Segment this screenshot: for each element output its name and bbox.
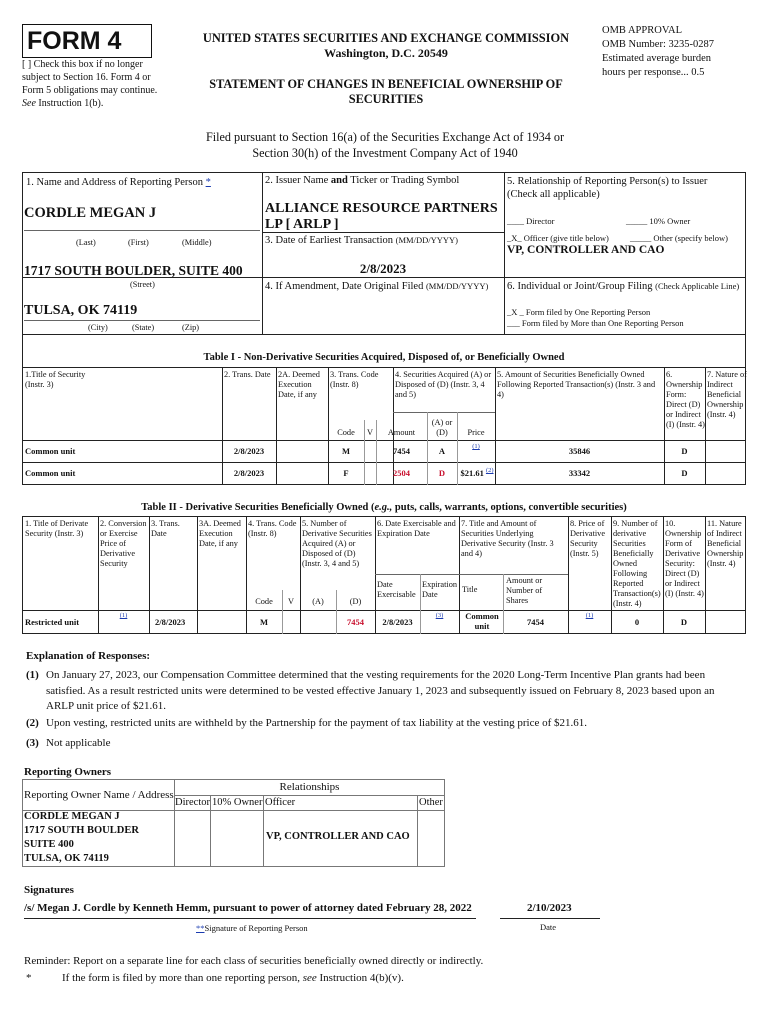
omb-burden: Estimated average burden: [602, 53, 712, 64]
t1-h6: 6. Ownership Form: Direct (D) or Indirect (I) (Instr. 4): [666, 370, 705, 429]
t1-sub-price: Price: [467, 428, 485, 437]
t1-sub-amount: Amount: [387, 428, 416, 437]
t2-h6: 6. Date Exercisable and Expiration Date: [377, 519, 456, 538]
street-label: (Street): [130, 280, 155, 289]
t2-h4: 4. Trans. Code (Instr. 8): [248, 519, 297, 538]
ro-owner-line-3: SUITE 400: [24, 839, 74, 850]
signatures-heading: Signatures: [24, 884, 74, 896]
t2-h3a: 3A. Deemed Execution Date, if any: [199, 519, 241, 548]
ten-pct-option: _____ 10% Owner: [626, 216, 691, 226]
street-address: 1717 SOUTH BOULDER, SUITE 400: [24, 263, 243, 278]
agency-location: Washington, D.C. 20549: [324, 46, 448, 60]
t1-sub-aord: (A) or (D): [431, 418, 453, 437]
box5-label-2: (Check all applicable): [507, 189, 600, 200]
date-label: Date: [540, 922, 557, 932]
state-label: (State): [132, 323, 155, 332]
note-2-text: Upon vesting, restricted units are withheld by the Partnership for the payment of tax liability at the vesting price of $21.61.: [46, 717, 588, 729]
officer-title: VP, CONTROLLER AND CAO: [507, 244, 665, 256]
star-note-post: Instruction 4(b)(v).: [316, 972, 404, 984]
t2-r-owned: 0: [634, 617, 640, 627]
t1-h5: 5. Amount of Securities Beneficially Owned Following Reported Transaction(s) (Instr. 3 and 4): [497, 370, 656, 399]
t2-sub-exp: Expiration Date: [422, 580, 458, 599]
director-option: ____ Director: [507, 216, 555, 226]
ro-owner-line-2: 1717 SOUTH BOULDER: [24, 825, 139, 836]
ro-col-other: Other: [419, 797, 443, 808]
signature-text: /s/ Megan J. Cordle by Kenneth Hemm, pursuant to power of attorney dated February 28, 2022: [24, 902, 472, 914]
t2-r-exp-footnote[interactable]: (3): [435, 612, 444, 620]
t1-r2-price: [457, 468, 497, 478]
t1-row-2: [22, 463, 746, 485]
box4-format: (MM/DD/YYYY): [425, 281, 489, 291]
t2-sub-a: (A): [312, 597, 324, 606]
note-2-num: (2): [26, 717, 39, 729]
t1-r2-form: D: [681, 468, 688, 478]
note-1-text: On January 27, 2023, our Compensation Committee determined that the vesting requirements for the 2020 Long-Term Incentive Plan grants had been satisfied. As a result restricted units were determined to be vested effective January 1, 2023 and subsequently issued on February 8, 2023 based upon an ARLP unit price of $21.61.: [46, 669, 715, 712]
t2-sub-title: Title: [462, 585, 478, 594]
t2-r-title: Restricted unit: [25, 617, 80, 627]
t2-r-und-title: Common unit: [465, 611, 499, 631]
omb-number: OMB Number: 3235-0287: [602, 39, 714, 50]
box6-label-text: 6. Individual or Joint/Group Filing: [507, 281, 653, 292]
t2-h9: 9. Number of derivative Securities Beneficially Owned Following Reported Transaction(s) (Instr. 4): [613, 519, 661, 608]
filed-pursuant-line-1: Filed pursuant to Section 16(a) of the Securities Exchange Act of 1934 or: [205, 130, 565, 144]
t1-r2-price-footnote[interactable]: (2): [485, 467, 494, 475]
t1-h7: 7. Nature of Indirect Beneficial Ownership (Instr. 4): [707, 370, 747, 419]
agency-name: UNITED STATES SECURITIES AND EXCHANGE COMMISSION: [202, 31, 570, 45]
form-title: FORM 4: [27, 27, 122, 55]
footer-star: *: [26, 972, 32, 984]
t2-r-und-amount: 7454: [527, 617, 544, 627]
t1-r1-date: 2/8/2023: [233, 446, 265, 456]
t2-sub-v: V: [288, 597, 294, 606]
t1-r2-owned: 33342: [568, 468, 591, 478]
t1-row-1: [22, 441, 746, 462]
t2-h10: 10. Ownership Form of Derivative Security: Direct (D) or Indirect (I) (Instr. 4): [665, 519, 704, 598]
t2-row: [22, 611, 746, 634]
t1-h4: 4. Securities Acquired (A) or Disposed of (D) (Instr. 3, 4 and 5): [395, 370, 492, 399]
box1-footnote-link[interactable]: *: [205, 177, 211, 188]
t1-sub-v: V: [367, 428, 373, 437]
t2-h8: 8. Price of Derivative Security (Instr. 5): [570, 519, 606, 558]
reporting-person-name: CORDLE MEGAN J: [24, 205, 157, 221]
city-label: (City): [88, 323, 108, 332]
ro-col-director: Director: [175, 797, 210, 808]
explanation-heading: Explanation of Responses:: [26, 650, 151, 662]
t2-h11: 11. Nature of Indirect Beneficial Ownership (Instr. 4): [707, 519, 744, 568]
box6-note: (Check Applicable Line): [655, 281, 740, 291]
t2-h1: 1. Title of Derivate Security (Instr. 3): [25, 519, 89, 538]
box2-label: [265, 175, 459, 186]
t1-h2a: 2A. Deemed Execution Date, if any: [278, 370, 320, 399]
omb-approval: OMB APPROVAL: [602, 25, 683, 36]
t2-r-form: D: [680, 617, 688, 627]
t2-r-exp: [420, 613, 459, 623]
box3-label: [265, 235, 458, 246]
t2-sub-amount: Amount or Number of Shares: [506, 576, 543, 605]
footer-star-note: [62, 972, 404, 984]
t2-r-conv-footnote[interactable]: (1): [119, 612, 128, 620]
issuer-name-line-1: ALLIANCE RESOURCE PARTNERS: [265, 201, 498, 216]
t1-r1-price: [457, 444, 495, 454]
t1-r1-owned: 35846: [568, 446, 591, 456]
ro-col-name: Reporting Owner Name / Address: [24, 789, 174, 801]
t2-r-date: 2/8/2023: [155, 617, 186, 627]
more-persons-option: ___ Form filed by More than One Reporting Person: [507, 318, 684, 328]
issuer-name-line-2: LP [ ARLP ]: [265, 217, 339, 232]
note-1-num: (1): [26, 669, 39, 681]
t2-r-date-ex: 2/8/2023: [382, 617, 413, 627]
explanation-note-3: [26, 736, 726, 752]
table2-title: [22, 502, 746, 513]
t1-sub-code: Code: [337, 428, 355, 437]
t1-h2: 2. Trans. Date: [224, 370, 271, 379]
filed-pursuant-line-2: Section 30(h) of the Investment Company Act of 1940: [252, 146, 518, 160]
city-state-zip: TULSA, OK 74119: [24, 303, 138, 318]
t1-r1-form: D: [681, 446, 688, 456]
box2-label-pre: 2. Issuer Name: [265, 175, 331, 186]
box6-label: [507, 281, 739, 292]
officer-option: _X_ Officer (give title below): [507, 233, 609, 243]
signature-label-text: Signature of Reporting Person: [204, 923, 308, 933]
t2-r-price: [568, 613, 611, 623]
see-label: See: [22, 98, 36, 109]
t2-r-price-footnote[interactable]: (1): [585, 612, 594, 620]
omb-hours: hours per response... 0.5: [602, 67, 705, 78]
t2-r-d: 7454: [347, 617, 364, 627]
t2-h7: 7. Title and Amount of Securities Underlying Derivative Security (Instr. 3 and 4): [461, 519, 554, 558]
t2-r-code: M: [259, 617, 269, 627]
omb-box: [602, 24, 752, 80]
t2-sub-date-ex: Date Exercisable: [377, 580, 416, 599]
star-note-see: see: [302, 972, 317, 984]
t1-r1-price-footnote[interactable]: (1): [472, 443, 480, 451]
box1-label-text: 1. Name and Address of Reporting Person: [26, 177, 204, 188]
earliest-transaction-date: 2/8/2023: [359, 261, 407, 276]
reporting-owners-heading: Reporting Owners: [24, 766, 112, 778]
t2-sub-code: Code: [255, 597, 273, 606]
table2-title-post: puts, calls, warrants, options, convertible securities): [392, 502, 627, 513]
t2-h3: 3. Trans. Date: [151, 519, 180, 538]
note-3-num: (3): [26, 737, 39, 749]
checkbox-note: [22, 58, 170, 110]
ro-owner-line-1: CORDLE MEGAN J: [24, 811, 120, 822]
ro-owner-address: [24, 810, 139, 866]
star-note-pre: If the form is filed by more than one reporting person,: [62, 972, 303, 984]
last-label: (Last): [76, 238, 96, 247]
one-person-option: _X _ Form filed by One Reporting Person: [507, 307, 651, 317]
instruction-ref: Instruction 1(b).: [38, 98, 104, 109]
t1-r1-code: M: [341, 446, 351, 456]
ro-col-ten: 10% Owner: [212, 797, 263, 808]
table2-title-eg: e.g.,: [374, 502, 393, 513]
box2-label-and: and: [330, 175, 348, 186]
box5-label-1: 5. Relationship of Reporting Person(s) to Issuer: [507, 176, 708, 187]
signature-date: 2/10/2023: [527, 902, 572, 914]
t1-r1-title: Common unit: [25, 446, 76, 456]
reminder-text: Reminder: Report on a separate line for each class of securities beneficially owned directly or indirectly.: [24, 955, 484, 967]
explanation-note-2: [26, 716, 726, 732]
form-title-box: [22, 24, 152, 58]
t2-sub-d: (D): [349, 597, 362, 606]
signature-label: [196, 923, 308, 933]
signature-footnote-link[interactable]: **: [196, 923, 205, 933]
zip-label: (Zip): [182, 323, 200, 332]
t1-r2-amount: 2504: [393, 468, 410, 478]
t1-r1-amount: 7454: [393, 446, 410, 456]
statement-title: STATEMENT OF CHANGES IN BENEFICIAL OWNERSHIP OF SECURITIES: [209, 77, 563, 106]
t1-r2-date: 2/8/2023: [233, 468, 265, 478]
ro-col-officer: Officer: [265, 797, 296, 808]
t1-h3: 3. Trans. Code (Instr. 8): [330, 370, 379, 389]
ro-officer-title: VP, CONTROLLER AND CAO: [266, 831, 410, 842]
table2-title-pre: Table II - Derivative Securities Beneficially Owned (: [141, 502, 375, 513]
t2-r-conv: [98, 613, 149, 623]
table1-title: Table I - Non-Derivative Securities Acquired, Disposed of, or Beneficially Owned: [203, 352, 565, 363]
t1-r2-aord: D: [438, 468, 446, 478]
ro-col-relationships: Relationships: [279, 781, 340, 793]
t1-r2-title: Common unit: [25, 468, 76, 478]
t2-h2: 2. Conversion or Exercise Price of Derivative Security: [100, 519, 147, 568]
t2-h5: 5. Number of Derivative Securities Acquired (A) or Disposed of (D) (Instr. 3, 4 and 5): [302, 519, 372, 568]
checkbox-note-text: [ ] Check this box if no longer subject to Section 16. Form 4 or Form 5 obligations may continue.: [22, 59, 158, 96]
box4-label: [265, 281, 488, 292]
box3-format: (MM/DD/YYYY): [395, 235, 458, 245]
t1-h1: 1.Title of Security (Instr. 3): [25, 370, 86, 389]
box1-label: [26, 177, 211, 188]
ro-owner-line-4: TULSA, OK 74119: [24, 853, 109, 864]
box2-label-post: Ticker or Trading Symbol: [347, 175, 460, 186]
other-option: _____ Other (specify below): [630, 233, 728, 243]
note-3-text: Not applicable: [46, 737, 111, 749]
box5-label: [507, 175, 745, 201]
explanation-note-1: [26, 668, 726, 715]
box3-label-text: 3. Date of Earliest Transaction: [265, 235, 394, 246]
t1-r2-code: F: [343, 468, 349, 478]
first-label: (First): [128, 238, 149, 247]
t1-r2-price-val: $21.61: [460, 468, 484, 478]
box4-label-text: 4. If Amendment, Date Original Filed: [265, 281, 424, 292]
middle-label: (Middle): [182, 238, 212, 247]
t1-r1-aord: A: [438, 446, 446, 456]
